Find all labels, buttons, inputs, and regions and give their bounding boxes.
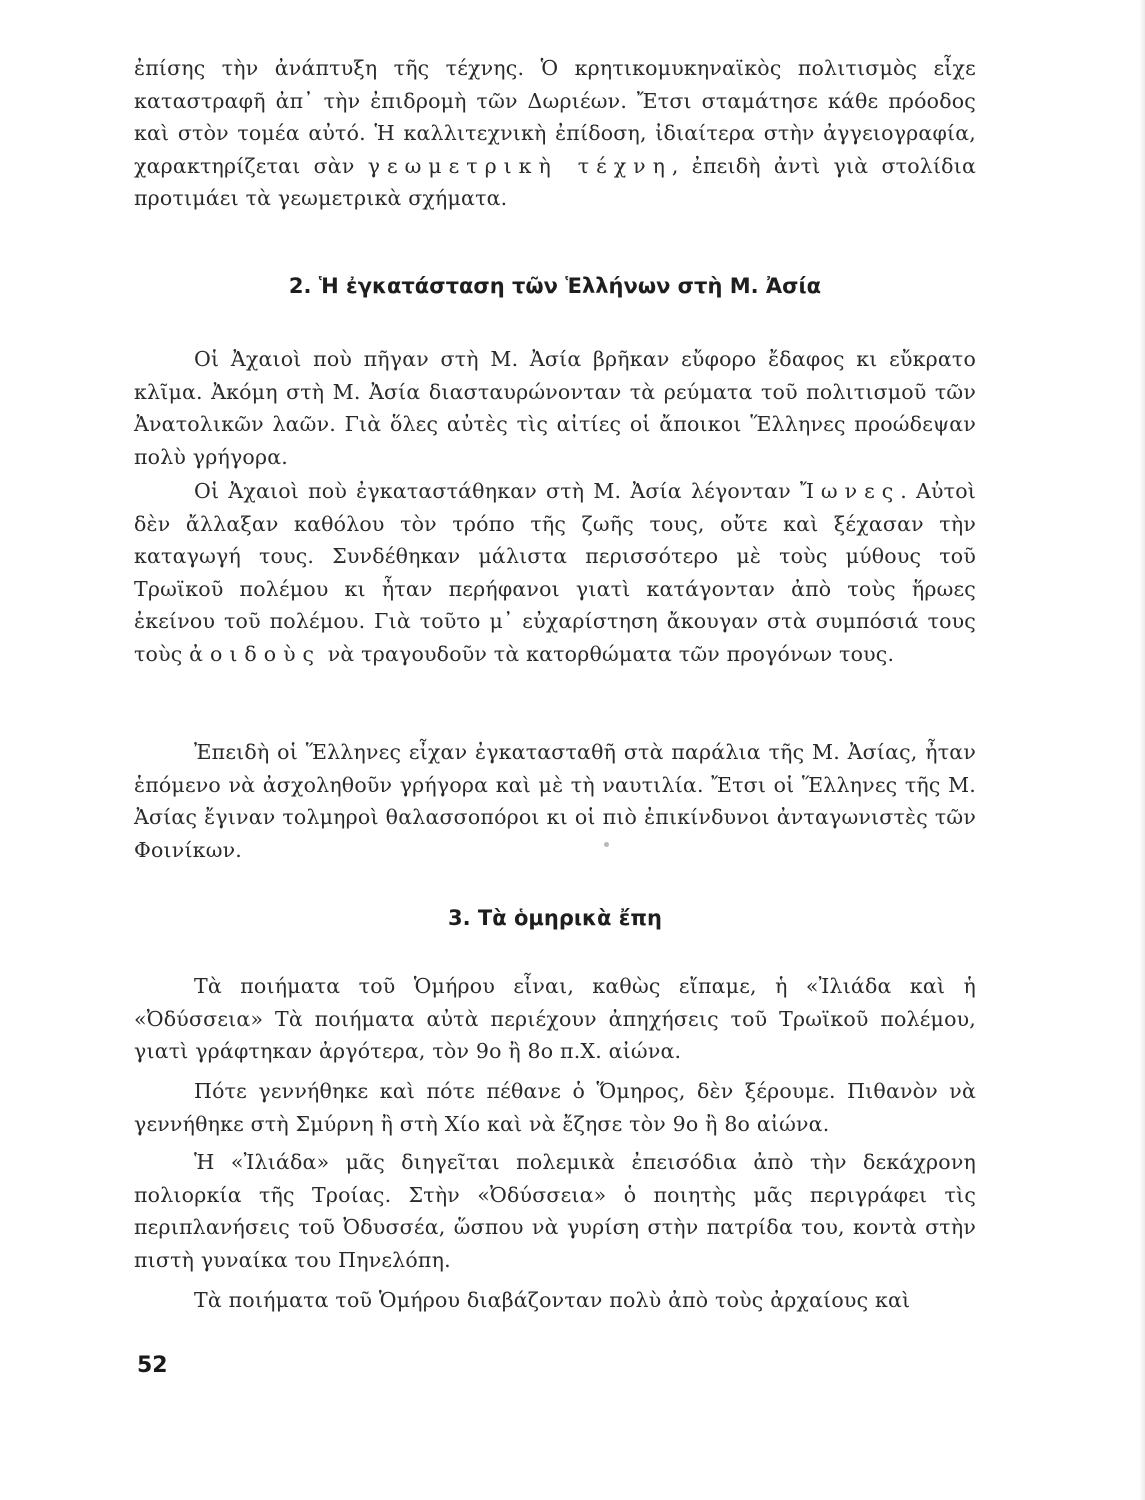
- paragraph-art: [134, 52, 976, 215]
- section-2-paragraph-2-end: νὰ τραγουδοῦν τὰ κατορθώματα τῶν προγόνων τους.: [327, 641, 895, 666]
- section-2-paragraph-3: Ἐπειδὴ οἱ Ἕλληνες εἶχαν ἐγκατασταθῆ στὰ παράλια τῆς Μ. Ἀσίας, ἦταν ἑπόμενο νὰ ἀσχοληθοῦν γρήγορα καὶ μὲ τὴ ναυτιλία. Ἔτσι οἱ Ἕλληνες τῆς Μ. Ἀσίας ἔγιναν τολμηροὶ θαλασσοπόροι κι οἱ πιὸ ἐπικίνδυνοι ἀνταγωνιστὲς τῶν Φοινίκων.: [134, 740, 976, 862]
- page-number: 52: [137, 1353, 168, 1378]
- paragraph-art-end: , ἐπειδὴ ἀντὶ γιὰ στολίδια προτιμάει τὰ γεωμετρικὰ σχήματα.: [134, 153, 977, 211]
- spaced-term-ionians: Ἴωνες: [799, 479, 901, 503]
- section-3-heading: 3. Τὰ ὁμηρικὰ ἔπη: [448, 906, 662, 930]
- section-2-paragraph-1: Οἱ Ἀχαιοὶ ποὺ πῆγαν στὴ Μ. Ἀσία βρῆκαν εὔφορο ἔδαφος κι εὔκρατο κλῖμα. Ἀκόμη στὴ Μ. Ἀσία διασταυρώνονταν τὰ ρεύματα τοῦ πολιτισμοῦ τῶν Ἀνατολικῶν λαῶν. Γιὰ ὅλες αὐτὲς τὶς αἰτίες οἱ ἄποικοι Ἕλληνες προώδεψαν πολὺ γρήγορα.: [134, 347, 976, 469]
- paragraph-art-text: ἐπίσης τὴν ἀνάπτυξη τῆς τέχνης. Ὁ κρητικομυκηναϊκὸς πολιτισμὸς εἶχε καταστραφῆ ἀπ᾿ τὴν ἐπιδρομὴ τῶν Δωριέων. Ἔτσι σταμάτησε κάθε πρόοδος καὶ στὸν τομέα αὐτό. Ἡ καλλιτεχνικὴ ἐπίδοση, ἰδιαίτερα στὴν ἀγγειογραφία, χαρακτηρίζεται σὰν: [134, 56, 976, 178]
- section-3-paragraph-4: Τὰ ποιήματα τοῦ Ὁμήρου διαβάζονταν πολὺ ἀπὸ τοὺς ἀρχαίους καὶ: [194, 1288, 911, 1312]
- print-speck: [604, 842, 609, 847]
- section-2-paragraph-2: [134, 475, 976, 671]
- section-2-paragraph-2-middle: . Αὐτοὶ δὲν ἄλλαξαν καθόλου τὸν τρόπο τῆς ζωῆς τους, οὔτε καὶ ξέχασαν τὴν καταγωγή τους. Συνδέθηκαν μάλιστα περισσότερο μὲ τοὺς μύθους τοῦ Τρωϊκοῦ πολέμου κι ἦταν περήφανοι γιατὶ κατάγονταν ἀπὸ τοὺς ἥρωες ἐκείνου τοῦ πολέμου. Γιὰ τοῦτο μ᾿ εὐχαρίστηση ἄκουγαν στὰ συμπόσιά τους τοὺς: [134, 479, 976, 666]
- section-3-paragraph-1: Τὰ ποιήματα τοῦ Ὁμήρου εἶναι, καθὼς εἴπαμε, ἡ «Ἰλιάδα καὶ ἡ «Ὀδύσσεια» Τὰ ποιήματα αὐτὰ περιέχουν ἀπηχήσεις τοῦ Τρωϊκοῦ πολέμου, γιατὶ γράφτηκαν ἀργότερα, τὸν 9ο ἢ 8ο π.Χ. αἰώνα.: [134, 974, 976, 1064]
- spaced-term-geometric-art: γεωμετρικὴ τέχνη: [367, 153, 672, 178]
- section-3-paragraph-2: Πότε γεννήθηκε καὶ πότε πέθανε ὁ Ὅμηρος, δὲν ξέρουμε. Πιθανὸν νὰ γεννήθηκε στὴ Σμύρνη ἢ στὴ Χίο καὶ νὰ ἔζησε τὸν 9ο ἢ 8ο αἰώνα.: [134, 1079, 976, 1136]
- section-2-paragraph-2-start: Οἱ Ἀχαιοὶ ποὺ ἐγκαταστάθηκαν στὴ Μ. Ἀσία λέγονταν: [194, 479, 791, 503]
- section-2-heading: 2. Ἡ ἐγκατάσταση τῶν Ἑλλήνων στὴ Μ. Ἀσία: [288, 274, 822, 298]
- page-edge-shadow: [1139, 0, 1145, 1500]
- spaced-term-bards: ἀοιδοὺς: [189, 641, 322, 666]
- section-3-paragraph-3: Ἡ «Ἰλιάδα» μᾶς διηγεῖται πολεμικὰ ἐπεισόδια ἀπὸ τὴν δεκάχρονη πολιορκία τῆς Τροίας. Στὴν «Ὀδύσσεια» ὁ ποιητὴς μᾶς περιγράφει τὶς περιπλανήσεις τοῦ Ὀδυσσέα, ὥσπου νὰ γυρίση στὴν πατρίδα του, κοντὰ στὴν πιστὴ γυναίκα του Πηνελόπη.: [134, 1150, 976, 1272]
